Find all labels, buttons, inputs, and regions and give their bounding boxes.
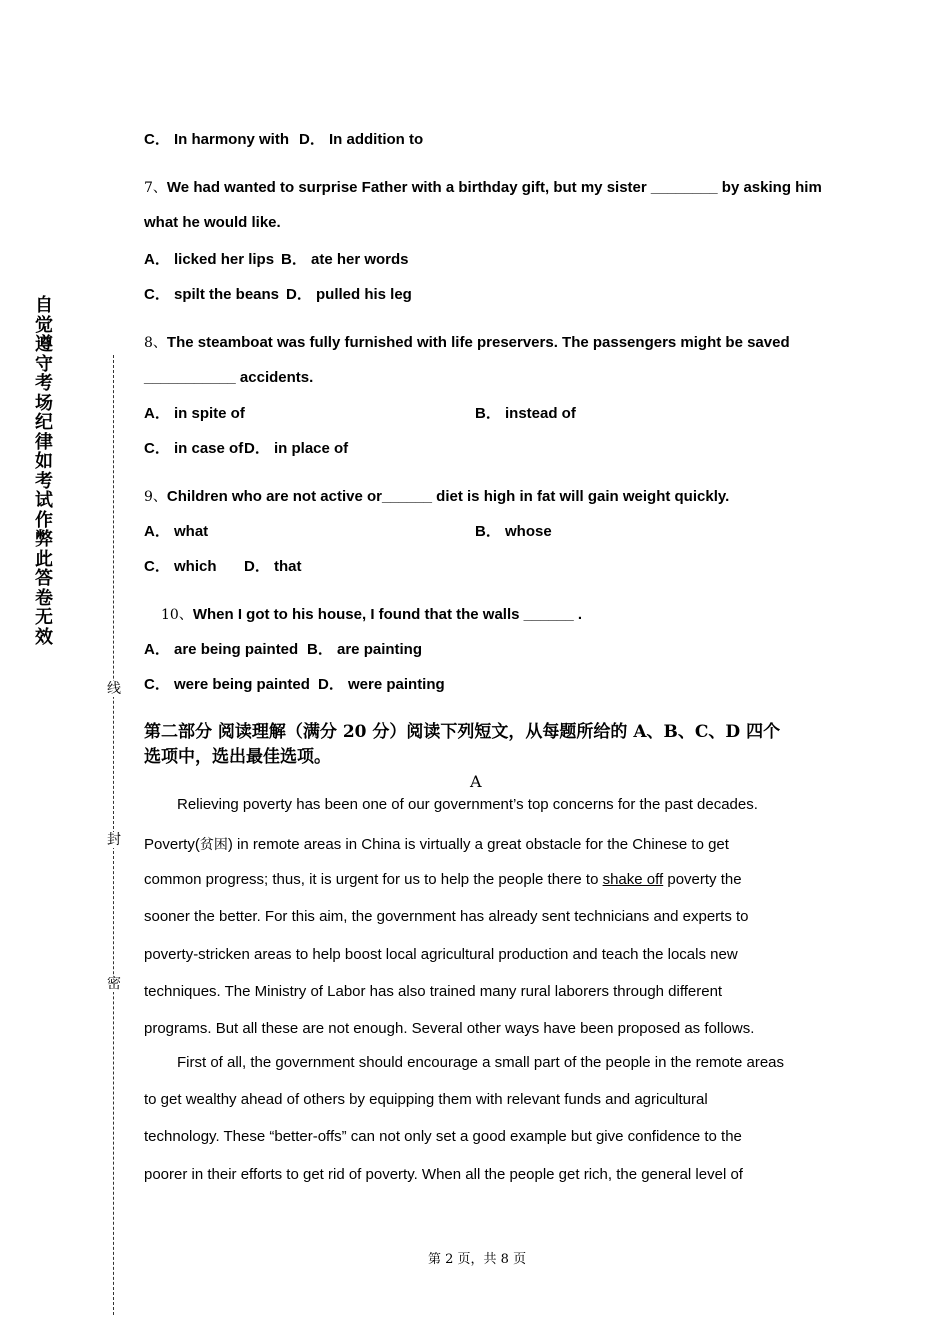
passage-p1-line2-b: ) in remote areas in China is virtually a great obstacle for the Chinese to get: [227, 836, 729, 853]
passage-p1-line3: [144, 871, 742, 888]
q7-stem-line2: what he would like.: [144, 214, 281, 231]
q8-option-c: C． in case of: [144, 440, 244, 457]
q8-text-line1: The steamboat was fully furnished with life preservers. The passengers might be saved: [166, 334, 790, 351]
passage-p1-line3-b: poverty the: [663, 871, 742, 888]
passage-letter: A: [470, 772, 482, 791]
gloss-poverty-cn: 贫困: [199, 837, 228, 853]
section2-title-line2: 选项中，选出最佳选项。: [144, 747, 331, 767]
seal-char-seal: 封: [107, 832, 121, 848]
q10-text-line1: When I got to his house, I found that the walls ______ .: [192, 606, 583, 623]
q9-option-d: D． that: [244, 558, 302, 575]
passage-p2-line3: technology. These “better-offs” can not only set a good example but give confidence to the: [144, 1128, 742, 1145]
q6-option-d: D． In addition to: [299, 131, 424, 148]
q10-option-c: C． were being painted: [144, 676, 310, 693]
passage-p1-line6: techniques. The Ministry of Labor has also trained many rural laborers through different: [144, 983, 723, 1000]
q10-option-a: A． are being painted: [144, 641, 299, 658]
margin-exam-notice: 自觉遵守考场纪律如考试作弊此答卷无效: [35, 295, 53, 648]
q8-option-d: D． in place of: [244, 440, 349, 457]
q9-option-b: B． whose: [475, 523, 552, 540]
q9-stem-line1: [144, 486, 729, 506]
underlined-phrase: shake off: [602, 871, 664, 888]
passage-p1-line1: Relieving poverty has been one of our government’s top concerns for the past decades.: [177, 796, 758, 813]
seal-char-secret: 密: [107, 976, 121, 992]
passage-p1-line5: poverty-stricken areas to help boost local agricultural production and teach the locals new: [144, 946, 738, 963]
passage-p2-line4: poorer in their efforts to get rid of poverty. When all the people get rich, the general level of: [144, 1166, 743, 1183]
q7-option-a: A． licked her lips: [144, 251, 275, 268]
q7-option-d: D． pulled his leg: [286, 286, 412, 303]
passage-p1-line7: programs. But all these are not enough. Several other ways have been proposed as follows.: [144, 1020, 755, 1037]
passage-p1-line4: sooner the better. For this aim, the government has already sent technicians and experts to: [144, 908, 749, 925]
q9-option-c: C． which: [144, 558, 217, 575]
passage-p2-line2: to get wealthy ahead of others by equipping them with relevant funds and agricultural: [144, 1091, 708, 1108]
q9-option-a: A． what: [144, 523, 209, 540]
q6-option-c: C． In harmony with: [144, 131, 290, 148]
q9-text-line1: Children who are not active or______ diet is high in fat will gain weight quickly.: [166, 488, 730, 505]
q8-stem-line1: [144, 332, 790, 352]
page-footer: 第 2 页，共 8 页: [428, 1252, 527, 1267]
q8-option-a: A． in spite of: [144, 405, 245, 422]
q7-option-b: B． ate her words: [281, 251, 409, 268]
q7-option-c: C． spilt the beans: [144, 286, 280, 303]
q7-stem-line1: [144, 177, 822, 197]
q10-option-b: B． are painting: [307, 641, 423, 658]
passage-p1-line3-a: common progress; thus, it is urgent for us to help the people there to: [144, 871, 603, 888]
q7-text-line1: We had wanted to surprise Father with a birthday gift, but my sister ________ by asking him: [166, 179, 822, 196]
seal-char-line: 线: [107, 681, 121, 697]
q10-number: 10、: [161, 607, 193, 623]
q8-option-b: B． instead of: [475, 405, 576, 422]
q7-number: 7、: [144, 180, 167, 196]
passage-p1-line2-a: Poverty(: [144, 836, 200, 853]
passage-p2-line1: First of all, the government should encourage a small part of the people in the remote areas: [177, 1054, 785, 1071]
q9-number: 9、: [144, 489, 167, 505]
section2-title-line1: 第二部分 阅读理解（满分 20 分）阅读下列短文，从每题所给的 A、B、C、D 四个: [144, 722, 781, 742]
q10-option-d: D． were painting: [318, 676, 445, 693]
q10-stem-line1: [161, 604, 582, 624]
q8-number: 8、: [144, 335, 167, 351]
passage-p1-line2: [144, 834, 729, 854]
q8-stem-line2: ___________ accidents.: [144, 369, 314, 386]
